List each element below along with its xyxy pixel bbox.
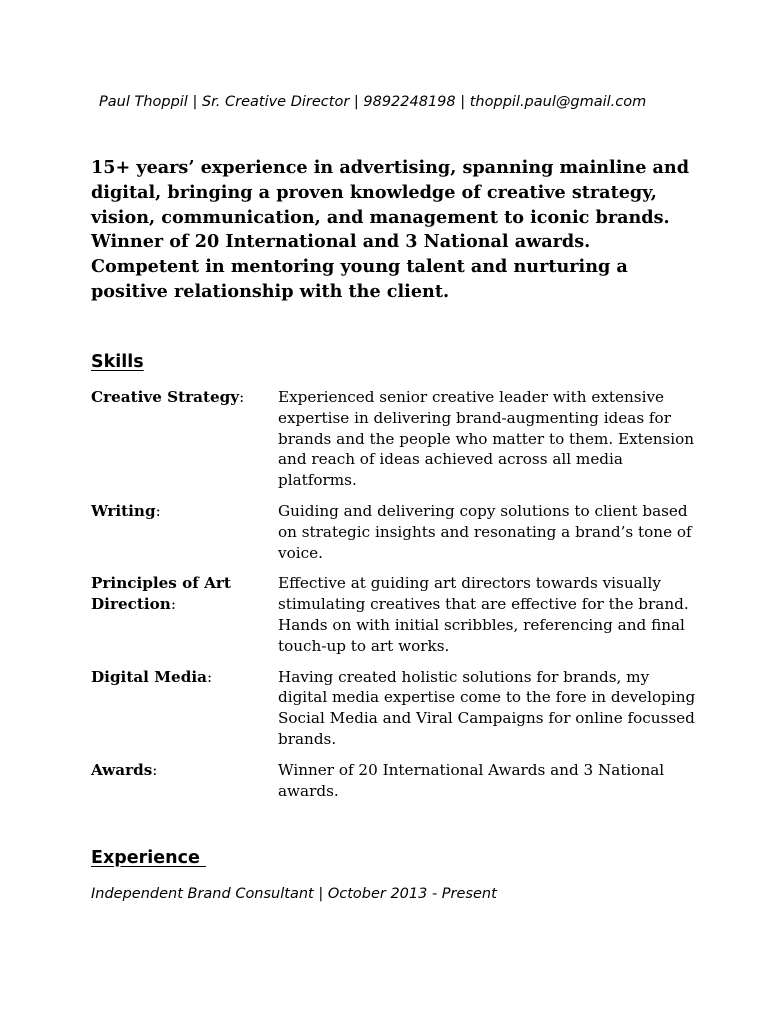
- skill-row-art-direction: [91, 573, 711, 656]
- skill-label-colon: :: [239, 388, 245, 406]
- professional-summary: 15+ years’ experience in advertising, spanning mainline and digital, bringing a proven knowledge of creative strategy, vision, communication, and management to iconic brands. Winner of 20 International and 3 National awards. Competent in mentoring young talent and nurturing a positive relationship with the client.: [91, 157, 690, 302]
- contact-line: Paul Thoppil | Sr. Creative Director | 9892248198 | thoppil.paul@gmail.com: [99, 94, 647, 110]
- experience-entry-title: Independent Brand Consultant | October 2013 - Present: [91, 886, 497, 902]
- skill-label-colon: :: [152, 760, 158, 779]
- skill-label-colon: :: [155, 501, 161, 520]
- skills-heading: Skills: [91, 352, 144, 372]
- skill-description: Experienced senior creative leader with extensive expertise in delivering brand-augmenting ideas for brands and the people who matter to them. Extension and reach of ideas achieved across all media platforms.: [278, 388, 695, 490]
- skill-row-awards: [91, 760, 711, 802]
- skill-row-writing: [91, 501, 711, 563]
- experience-heading: Experience: [91, 848, 206, 868]
- skill-description: Effective at guiding art directors towards visually stimulating creatives that are effective for the brand. Hands on with initial scribbles, referencing and final touch-up to art works.: [278, 574, 689, 655]
- skill-label-text: Digital Media: [91, 667, 207, 686]
- skill-label: [91, 667, 278, 750]
- skill-label-text: Writing: [91, 501, 156, 520]
- skill-label-text: Creative Strategy: [91, 388, 240, 406]
- skill-label-colon: :: [206, 667, 213, 686]
- skill-label-text: Awards: [91, 760, 153, 779]
- skill-description: Having created holistic solutions for brands, my digital media expertise come to the fore in developing Social Media and Viral Campaigns for online focussed brands.: [278, 667, 696, 748]
- skill-label: [91, 760, 278, 802]
- skill-row-digital-media: [91, 667, 711, 750]
- skill-description: Winner of 20 International Awards and 3 National awards.: [278, 760, 665, 800]
- skill-label-colon: :: [170, 595, 176, 614]
- skill-description: Guiding and delivering copy solutions to client based on strategic insights and resonating a brand’s tone of voice.: [278, 501, 692, 562]
- skill-label-text: Principles of Art Direction: [91, 574, 231, 614]
- skills-list: [91, 387, 711, 811]
- skill-label: [91, 573, 278, 656]
- skill-label: [91, 501, 278, 563]
- skill-label: [91, 387, 278, 491]
- skill-row-creative-strategy: [91, 387, 711, 491]
